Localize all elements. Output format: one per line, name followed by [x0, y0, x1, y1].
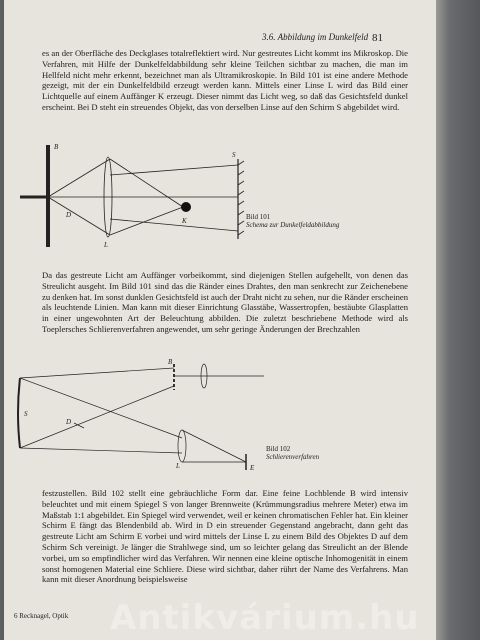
- running-header: 3.6. Abbildung im Dunkelfeld: [262, 32, 369, 42]
- page-edge-background: [436, 0, 480, 640]
- fig101-label-b: B: [54, 143, 59, 151]
- figure-102-caption: [266, 445, 319, 461]
- fig101-label-s: S: [232, 151, 236, 159]
- figure-101-caption-text: Schema zur Dunkelfeldabbildung: [246, 221, 340, 229]
- fig102-label-b: B: [168, 358, 173, 366]
- fig102-label-l: L: [176, 462, 180, 470]
- fig102-label-d: D: [66, 418, 72, 426]
- paragraph-3: festzustellen. Bild 102 stellt eine gebräuchliche Form dar. Eine feine Lochblende B wird intensiv beleuchtet und mit einem Spiegel S von langer Brennweite (Krümmungsradius mehrere Meter) etwa im Maßstab 1:1 abgebildet. Ein Spiegel wird verwendet, weil er keinen chromatischen Fehler hat. Ein kleiner Schirm E fängt das Blendenbild ab. Wird in D ein streuender Gegenstand angebracht, dann geht das gestreute Licht am Schirm E vorbei und wird mittels der Linse L zu einem Bild des Objektes D auf dem Schirm Sch vereinigt. Je länger die Strahlwege sind, um so leichter gelang das Streulicht an der Blende vorbei, um so empfindlicher wird das Verfahren. Wir nennen eine kleine optische Inhomogenität in einem sonst homogenen Material eine Schliere. Diese wird sichtbar, daher rührt der Name des Verfahrens. Man kann mit dieser Anordnung beispielsweise: [42, 488, 408, 585]
- figure-101-caption: [246, 213, 346, 229]
- figure-101-diagram: [18, 135, 248, 255]
- figure-102-number: Bild 102: [266, 445, 291, 453]
- paragraph-2: Da das gestreute Licht am Auffänger vorbeikommt, sind diejenigen Stellen aufgehellt, von denen das Streulicht ausgeht. Im Bild 101 sind das die Ränder eines Drahtes, den man senkrecht zur Zeichenebene zu denken hat. Im sonst dunklen Gesichtsfeld ist auch der Draht nicht zu sehen, nur die Ränder erscheinen als leuchtende Linien. Man kann mit dieser Einrichtung Glasstäbe, Wassertropfen, bestäubte Glasplatten in einer ungewohnten Art der Beleuchtung abbilden. Die zuletzt beschriebene Methode wird als Toeplersches Schlierenverfahren angewendet, um sehr geringe Änderungen der Brechzahlen: [42, 270, 408, 334]
- page-number: 81: [372, 32, 383, 44]
- footer-signature: 6 Recknagel, Optik: [14, 612, 69, 620]
- figure-102-caption-text: Schlierenverfahren: [266, 453, 320, 461]
- book-page: [4, 0, 436, 640]
- fig101-label-k: K: [182, 217, 187, 225]
- fig101-label-d: D: [66, 211, 72, 219]
- figure-102-diagram: [14, 358, 274, 473]
- watermark: Antikvárium.hu: [110, 598, 420, 638]
- fig102-label-e: E: [250, 464, 255, 472]
- figure-101-number: Bild 101: [246, 213, 271, 221]
- fig101-label-l: L: [104, 241, 108, 249]
- paragraph-1: es an der Oberfläche des Deckglases totalreflektiert wird. Nur gestreutes Licht kommt ins Mikroskop. Die Verfahren, mit Hilfe der Dunkelfeldabbildung sehr kleine Teilchen sichtbar zu machen, die man im Hellfeld nicht mehr erkennt, bezeichnet man als Ultramikroskopie. In Bild 101 ist eine andere Methode gezeigt, mit der ein Dunkelfeldbild erzeugt werden kann. Mittels einer Linse L wird das Bild einer Lichtquelle auf einem Auffänger K erzeugt. Dieser nimmt das Licht weg, so daß das Gesichtsfeld dunkel erscheint. Bei D steht ein streuendes Objekt, das von derselben Linse auf den Schirm S abgebildet wird.: [42, 48, 408, 112]
- fig102-label-s: S: [24, 410, 28, 418]
